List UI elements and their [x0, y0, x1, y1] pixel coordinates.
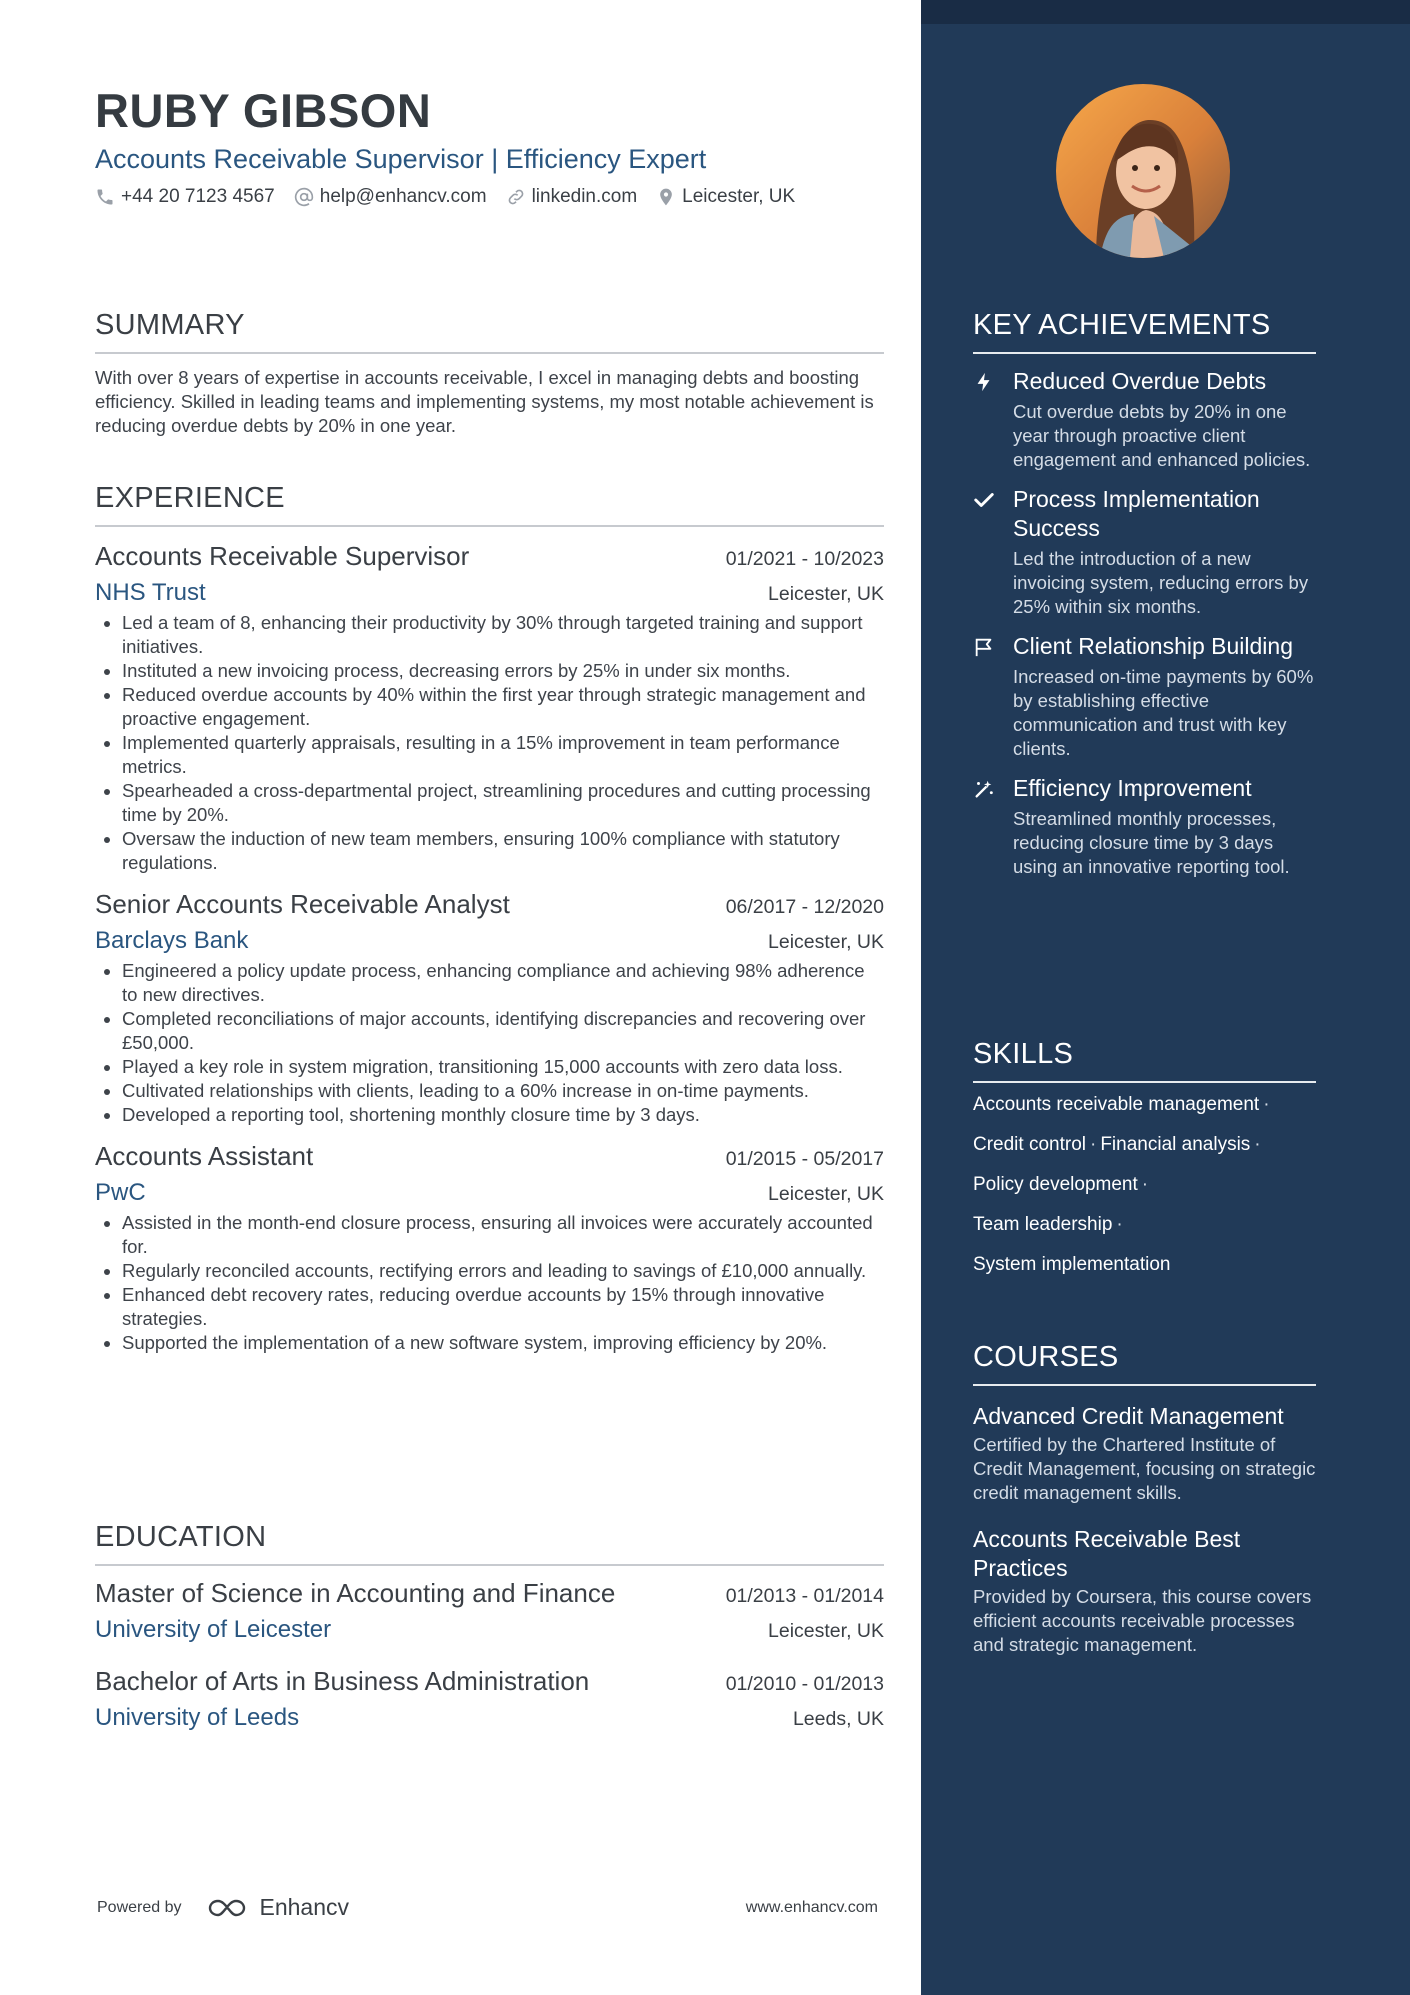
- email-text: help@enhancv.com: [319, 186, 487, 207]
- job-dates: 06/2017 - 12/2020: [725, 896, 884, 918]
- job-entry: [95, 539, 884, 875]
- course-item: [973, 1402, 1316, 1505]
- achievement-desc: Streamlined monthly processes, reducing closure time by 3 days using an innovative reporting tool.: [1013, 808, 1290, 877]
- education-entry: [95, 1576, 884, 1646]
- achievements-section: [973, 308, 1316, 879]
- job-bullets: [95, 1211, 884, 1355]
- job-bullet: • Reduced overdue accounts by 40% within the first year through strategic management and proactive engagement.: [122, 683, 884, 731]
- sidebar-top-strip: [921, 0, 1410, 24]
- achievement-title: Reduced Overdue Debts: [1013, 368, 1267, 394]
- skill-tag: Financial analysis: [1100, 1134, 1251, 1155]
- wand-icon: [973, 778, 995, 800]
- avatar: [1056, 84, 1230, 258]
- linkedin-text: linkedin.com: [531, 186, 638, 207]
- skills-section: [973, 1037, 1316, 1277]
- contact-location: [656, 186, 795, 208]
- skill-tag: Policy development: [973, 1174, 1138, 1195]
- header: [95, 84, 884, 208]
- infinity-logo-icon: [206, 1896, 254, 1920]
- education-entry: [95, 1664, 884, 1734]
- job-company: Barclays Bank: [95, 927, 249, 954]
- achievement-title: Process Implementation Success: [1013, 486, 1260, 541]
- location-text: Leicester, UK: [682, 186, 796, 207]
- powered-by: [97, 1894, 349, 1921]
- at-icon: [294, 187, 314, 207]
- job-bullet: • Completed reconciliations of major accounts, identifying discrepancies and recovering over £50,000.: [122, 1007, 884, 1055]
- summary-title: SUMMARY: [95, 308, 884, 354]
- job-entry: [95, 887, 884, 1127]
- skill-tag: Credit control: [973, 1134, 1086, 1155]
- school: University of Leeds: [95, 1704, 300, 1731]
- job-entry: [95, 1139, 884, 1355]
- profile-photo: [1056, 84, 1230, 258]
- job-bullet: • Led a team of 8, enhancing their productivity by 30% through targeted training and support initiatives.: [122, 611, 884, 659]
- job-bullet: • Instituted a new invoicing process, decreasing errors by 25% in under six months.: [122, 659, 884, 683]
- course-desc: Certified by the Chartered Institute of Credit Management, focusing on strategic credit management skills.: [973, 1434, 1316, 1503]
- achievement-title: Efficiency Improvement: [1013, 775, 1252, 801]
- link-icon: [506, 187, 526, 207]
- skills-list: Accounts receivable management · Credit control · Financial analysis · Policy development · Team leadership · System implementation: [973, 1094, 1270, 1275]
- job-bullets: [95, 611, 884, 875]
- achievement-title: Client Relationship Building: [1013, 633, 1293, 659]
- job-role: Accounts Receivable Supervisor: [95, 541, 470, 571]
- education-section: [95, 1520, 884, 1734]
- job-role: Accounts Assistant: [95, 1141, 314, 1171]
- job-bullet: • Played a key role in system migration, transitioning 15,000 accounts with zero data loss.: [122, 1055, 884, 1079]
- footer: [97, 1894, 878, 1921]
- education-location: Leicester, UK: [768, 1620, 884, 1642]
- headline: Accounts Receivable Supervisor | Efficiency Expert: [95, 144, 707, 174]
- skills-title: SKILLS: [973, 1037, 1316, 1083]
- experience-title: EXPERIENCE: [95, 481, 884, 527]
- courses-section: [973, 1340, 1316, 1657]
- enhancv-logo[interactable]: [206, 1894, 350, 1921]
- course-title: Accounts Receivable Best Practices: [973, 1526, 1241, 1581]
- job-bullet: • Regularly reconciled accounts, rectifying errors and leading to savings of £10,000 annually.: [122, 1259, 884, 1283]
- job-bullet: • Supported the implementation of a new software system, improving efficiency by 20%.: [122, 1331, 884, 1355]
- job-bullet: • Developed a reporting tool, shortening monthly closure time by 3 days.: [122, 1103, 884, 1127]
- education-dates: 01/2013 - 01/2014: [725, 1585, 884, 1607]
- sidebar-background: [921, 0, 1410, 1995]
- job-bullet: • Cultivated relationships with clients, leading to a 60% increase in on-time payments.: [122, 1079, 884, 1103]
- courses-title: COURSES: [973, 1340, 1316, 1386]
- achievement-desc: Cut overdue debts by 20% in one year through proactive client engagement and enhanced policies.: [1013, 401, 1311, 470]
- brand-name: Enhancv: [259, 1894, 350, 1920]
- course-desc: Provided by Coursera, this course covers efficient accounts receivable processes and strategic management.: [973, 1586, 1312, 1655]
- job-bullet: • Enhanced debt recovery rates, reducing overdue accounts by 15% through innovative strategies.: [122, 1283, 884, 1331]
- job-location: Leicester, UK: [768, 583, 884, 605]
- website-link[interactable]: www.enhancv.com: [745, 1898, 878, 1916]
- lightning-icon: [973, 371, 995, 393]
- candidate-name: RUBY GIBSON: [95, 84, 432, 137]
- skill-tag: Team leadership: [973, 1214, 1113, 1235]
- education-location: Leeds, UK: [792, 1708, 884, 1730]
- job-bullet: • Implemented quarterly appraisals, resulting in a 15% improvement in team performance metrics.: [122, 731, 884, 779]
- job-bullet: • Engineered a policy update process, enhancing compliance and achieving 98% adherence to new directives.: [122, 959, 884, 1007]
- job-bullet: • Assisted in the month-end closure process, ensuring all invoices were accurately accounted for.: [122, 1211, 884, 1259]
- job-role: Senior Accounts Receivable Analyst: [95, 889, 510, 919]
- experience-section: [95, 481, 884, 1355]
- education-title: EDUCATION: [95, 1520, 884, 1566]
- achievement-desc: Led the introduction of a new invoicing system, reducing errors by 25% within six months.: [1013, 548, 1309, 617]
- job-company: NHS Trust: [95, 579, 206, 606]
- school: University of Leicester: [95, 1616, 332, 1643]
- job-dates: 01/2021 - 10/2023: [725, 548, 884, 570]
- job-bullet: • Oversaw the induction of new team members, ensuring 100% compliance with statutory regulations.: [122, 827, 884, 875]
- degree: Bachelor of Arts in Business Administration: [95, 1666, 590, 1696]
- contact-linkedin[interactable]: [506, 186, 638, 208]
- achievement-item: [973, 632, 1316, 761]
- job-location: Leicester, UK: [768, 931, 884, 953]
- flag-icon: [973, 636, 995, 658]
- education-dates: 01/2010 - 01/2013: [725, 1673, 884, 1695]
- contact-email[interactable]: [294, 186, 487, 208]
- checkmark-icon: [973, 489, 995, 511]
- phone-icon: [95, 187, 115, 207]
- job-location: Leicester, UK: [768, 1183, 884, 1205]
- achievements-title: KEY ACHIEVEMENTS: [973, 308, 1316, 354]
- achievement-item: [973, 367, 1316, 472]
- contact-phone[interactable]: [95, 186, 275, 208]
- job-dates: 01/2015 - 05/2017: [725, 1148, 884, 1170]
- contact-row: [95, 186, 884, 208]
- summary-text: With over 8 years of expertise in accounts receivable, I excel in managing debts and boosting efficiency. Skilled in leading teams and implementing systems, my most notable achievement is reducing overdue debts by 20% in one year.: [95, 367, 874, 436]
- achievement-item: [973, 774, 1316, 879]
- job-company: PwC: [95, 1179, 146, 1206]
- degree: Master of Science in Accounting and Finance: [95, 1578, 616, 1608]
- job-bullets: [95, 959, 884, 1127]
- location-pin-icon: [656, 187, 676, 207]
- achievement-item: [973, 485, 1316, 619]
- course-title: Advanced Credit Management: [973, 1403, 1284, 1429]
- phone-text: +44 20 7123 4567: [121, 186, 275, 207]
- course-item: [973, 1525, 1316, 1657]
- summary-section: [95, 308, 884, 438]
- job-bullet: • Spearheaded a cross-departmental project, streamlining procedures and cutting processing time by 20%.: [122, 779, 884, 827]
- skill-tag: Accounts receivable management: [973, 1094, 1260, 1115]
- powered-by-label: Powered by: [97, 1898, 182, 1916]
- skill-tag: System implementation: [973, 1254, 1171, 1275]
- achievement-desc: Increased on-time payments by 60% by establishing effective communication and trust with key clients.: [1013, 666, 1314, 759]
